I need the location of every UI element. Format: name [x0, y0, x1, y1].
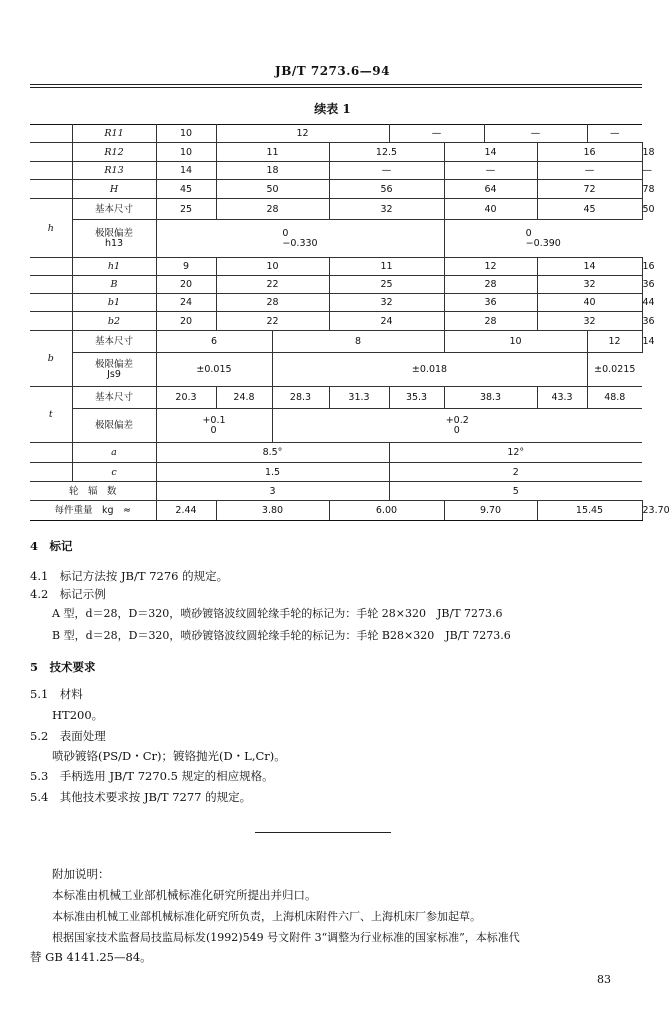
cell: 16: [537, 143, 642, 162]
cell: 2: [389, 463, 642, 482]
deviation-label: 极限偏差: [94, 227, 133, 239]
row-h-deviation: [30, 220, 642, 258]
row-b-basic: b 基本尺寸 6 8 10 12 14: [30, 331, 642, 353]
cell: 14: [444, 143, 537, 162]
cell: [272, 409, 642, 443]
label-r12: R12: [72, 143, 156, 162]
cell: 10: [444, 331, 587, 353]
label-weight: 每件重量 kg ≈: [30, 501, 156, 521]
group-b: b: [30, 331, 72, 387]
note-3-continued: 替 GB 4141.25—84。: [30, 950, 152, 964]
cell: 40: [444, 199, 537, 220]
section-4-title: 4 标记: [30, 539, 73, 553]
marking-example-a: A 型，d＝28，D＝320，喷砂镀铬波纹圆轮缘手轮的标记为：手轮 28×320 JB/T 7273.6: [52, 607, 503, 620]
cell: 9: [156, 258, 216, 276]
clause-5-2-value: 喷砂镀铬(PS/D・Cr)；镀铬抛光(D・L,Cr)。: [52, 749, 286, 763]
section-divider: [255, 832, 391, 833]
upper-deviation: +0.2: [445, 414, 469, 426]
cell: 12.5: [329, 143, 444, 162]
cell: 12: [444, 258, 537, 276]
row-b1: b1 24 28 32 36 40 44: [30, 294, 642, 312]
cell: —: [484, 125, 587, 143]
notes-title: 附加说明：: [52, 867, 110, 881]
cell: 28: [216, 199, 329, 220]
cell: ±0.0215: [587, 353, 642, 387]
lower-deviation: −0.390: [525, 237, 561, 249]
lower-deviation: 0: [453, 424, 460, 436]
label-H: H: [72, 180, 156, 199]
table-caption: 续表 1: [314, 102, 351, 116]
row-b2: b2 20 22 24 28 32 36: [30, 312, 642, 331]
row-r11: [30, 125, 642, 143]
cell: 32: [329, 199, 444, 220]
cell: 22: [216, 312, 329, 331]
group-t: t: [30, 387, 72, 443]
cell: 28.3: [272, 387, 329, 409]
cell: 24: [329, 312, 444, 331]
cell: 11: [216, 143, 329, 162]
label-a: a: [72, 443, 156, 463]
label-spokes: 轮 辐 数: [30, 482, 156, 501]
cell: 64: [444, 180, 537, 199]
cell: 18: [216, 162, 329, 180]
cell: 32: [537, 312, 642, 331]
label-b1: b1: [72, 294, 156, 312]
row-H: H 45 50 56 64 72 78: [30, 180, 642, 199]
label-c: c: [72, 463, 156, 482]
cell: 22: [216, 276, 329, 294]
cell: 35.3: [389, 387, 444, 409]
cell: 72: [537, 180, 642, 199]
cell: —: [537, 162, 642, 180]
tolerance-class: Js9: [107, 368, 121, 380]
cell: —: [389, 125, 484, 143]
label-basic-size: 基本尺寸: [72, 331, 156, 353]
clause-5-2: 5.2 表面处理: [30, 729, 106, 743]
cell: 20: [156, 276, 216, 294]
cell: 25: [329, 276, 444, 294]
label-B: B: [72, 276, 156, 294]
cell: 32: [537, 276, 642, 294]
cell: 28: [444, 312, 537, 331]
clause-4-2: 4.2 标记示例: [30, 587, 106, 601]
cell: 3: [156, 482, 389, 501]
upper-deviation: 0: [525, 227, 532, 239]
upper-deviation: 0: [282, 227, 289, 239]
cell: 36: [444, 294, 537, 312]
cell: 2.44: [156, 501, 216, 521]
cell: 40: [537, 294, 642, 312]
note-2: 本标准由机械工业部机械标准化研究所负责，上海机床附件六厂、上海机床厂参加起草。: [52, 910, 481, 923]
label-b2: b2: [72, 312, 156, 331]
cell: 10: [156, 125, 216, 143]
label-r11: R11: [72, 125, 156, 143]
cell: 20: [156, 312, 216, 331]
cell: 20.3: [156, 387, 216, 409]
deviation-label: 极限偏差: [94, 358, 133, 370]
cell: 5: [389, 482, 642, 501]
label-deviation-js9: [72, 353, 156, 387]
cell: 8: [272, 331, 444, 353]
label-basic-size: 基本尺寸: [72, 387, 156, 409]
row-B: B 20 22 25 28 32 36: [30, 276, 642, 294]
label-deviation-h13: [72, 220, 156, 258]
row-h1: h1 9 10 11 12 14 16: [30, 258, 642, 276]
cell: 50: [216, 180, 329, 199]
cell: —: [587, 125, 642, 143]
cell: 25: [156, 199, 216, 220]
cell: 38.3: [444, 387, 537, 409]
cell: 3.80: [216, 501, 329, 521]
lower-deviation: −0.330: [282, 237, 318, 249]
cell: 15.45: [537, 501, 642, 521]
header-rule-thick: [30, 84, 642, 85]
cell: 45: [156, 180, 216, 199]
row-weight: 每件重量 kg ≈ 2.44 3.80 6.00 9.70 15.45 23.70: [30, 501, 642, 521]
cell: 10: [216, 258, 329, 276]
cell: 24: [156, 294, 216, 312]
row-c: [30, 463, 642, 482]
clause-4-1: 4.1 标记方法按 JB/T 7276 的规定。: [30, 569, 229, 583]
cell: [156, 220, 444, 258]
row-spokes: [30, 482, 642, 501]
row-h-basic: h 基本尺寸 25 28 32 40 45 50: [30, 199, 642, 220]
section-5-title: 5 技术要求: [30, 660, 96, 674]
note-3: 根据国家技术监督局技监局标发(1992)549 号文附件 3“调整为行业标准的国家标准”，本标准代: [52, 931, 520, 944]
cell: 31.3: [329, 387, 389, 409]
row-t-basic: [30, 387, 642, 409]
cell: 12: [587, 331, 642, 353]
upper-deviation: +0.1: [202, 414, 226, 426]
row-a: [30, 443, 642, 463]
cell: 48.8: [587, 387, 642, 409]
label-r13: R13: [72, 162, 156, 180]
cell: 28: [444, 276, 537, 294]
cell: 32: [329, 294, 444, 312]
cell: 43.3: [537, 387, 587, 409]
dimension-table: [30, 124, 670, 521]
page-number: 83: [597, 973, 611, 986]
cell: 8.5°: [156, 443, 389, 463]
tolerance-class: h13: [104, 237, 124, 249]
row-b-deviation: [30, 353, 642, 387]
cell: ±0.015: [156, 353, 272, 387]
clause-5-4: 5.4 其他技术要求按 JB/T 7277 的规定。: [30, 790, 252, 804]
cell: [156, 409, 272, 443]
cell: 45: [537, 199, 642, 220]
cell: 11: [329, 258, 444, 276]
clause-5-1-value: HT200。: [52, 708, 104, 722]
row-t-deviation: [30, 409, 642, 443]
cell: 10: [156, 143, 216, 162]
cell: —: [444, 162, 537, 180]
cell: ±0.018: [272, 353, 587, 387]
cell: 14: [156, 162, 216, 180]
cell: 12: [216, 125, 389, 143]
cell: 24.8: [216, 387, 272, 409]
label-basic-size: 基本尺寸: [72, 199, 156, 220]
standard-number-header: JB/T 7273.6—94: [275, 64, 390, 78]
cell: 12°: [389, 443, 642, 463]
label-h1: h1: [72, 258, 156, 276]
row-r13: R13 14 18 — — — —: [30, 162, 642, 180]
cell: —: [329, 162, 444, 180]
row-r12: R12 10 11 12.5 14 16 18: [30, 143, 642, 162]
cell: 28: [216, 294, 329, 312]
clause-5-1: 5.1 材料: [30, 687, 83, 701]
header-rule-thin: [30, 87, 642, 88]
label-deviation: 极限偏差: [72, 409, 156, 443]
cell: 9.70: [444, 501, 537, 521]
group-h: h: [30, 199, 72, 258]
lower-deviation: 0: [210, 424, 217, 436]
cell: 56: [329, 180, 444, 199]
cell: 14: [537, 258, 642, 276]
clause-5-3: 5.3 手柄选用 JB/T 7270.5 规定的相应规格。: [30, 769, 274, 783]
cell: 6: [156, 331, 272, 353]
cell: 1.5: [156, 463, 389, 482]
marking-example-b: B 型，d＝28，D＝320，喷砂镀铬波纹圆轮缘手轮的标记为：手轮 B28×320 JB/T 7273.6: [52, 629, 511, 642]
note-1: 本标准由机械工业部机械标准化研究所提出并归口。: [52, 888, 317, 902]
cell: 6.00: [329, 501, 444, 521]
cell: [444, 220, 642, 258]
